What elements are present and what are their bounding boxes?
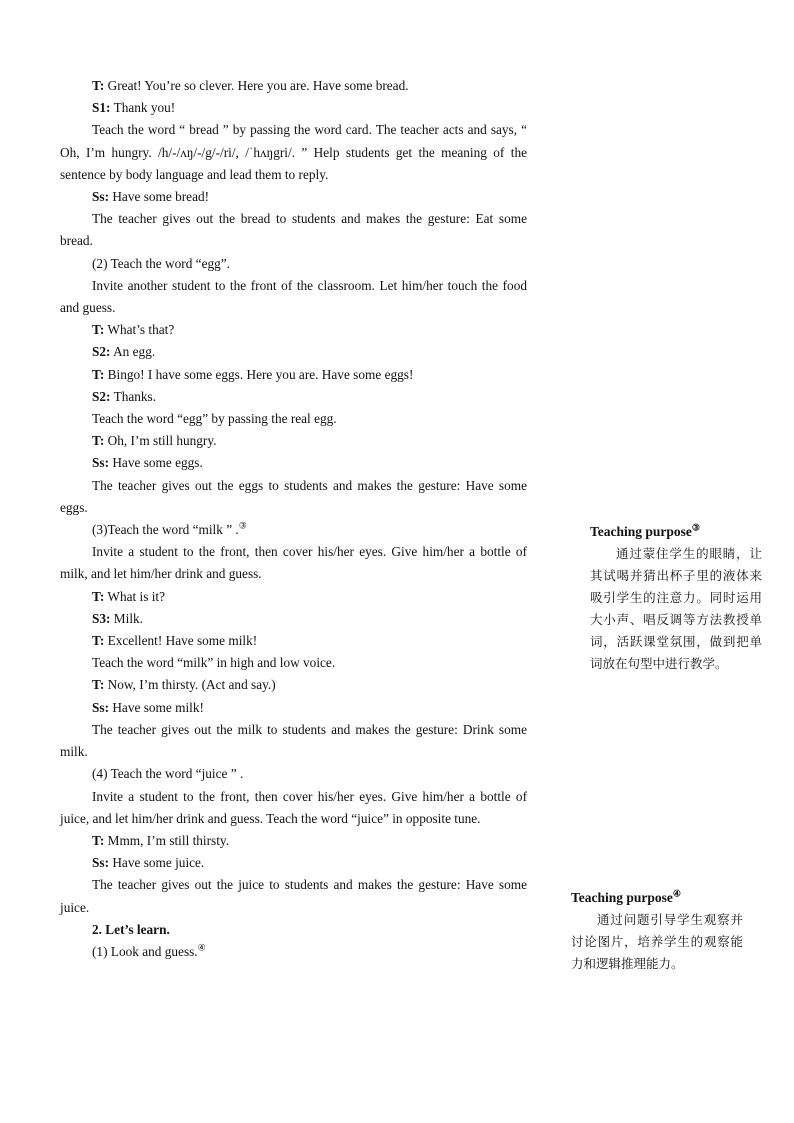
footnote-mark: ④ — [672, 888, 681, 899]
speaker-label: Ss: — [92, 699, 109, 715]
line-text: What is it? — [104, 588, 165, 604]
dialogue-line — [60, 608, 527, 630]
speaker-label: S2: — [92, 388, 111, 404]
instruction-paragraph: Invite another student to the front of the classroom. Let him/her touch the food and guess. — [60, 277, 527, 316]
speaker-label: T: — [92, 78, 105, 93]
speaker-label: Ss: — [92, 455, 109, 471]
speaker-label: T: — [92, 832, 105, 848]
dialogue-line — [60, 341, 527, 363]
dialogue-line — [60, 386, 527, 408]
line-text: Excellent! Have some milk! — [104, 633, 258, 649]
dialogue-line — [60, 452, 527, 474]
speaker-label: T: — [92, 588, 105, 604]
note-title-text: Teaching purpose — [590, 524, 692, 539]
line-text: An egg. — [110, 344, 156, 360]
dialogue-line — [60, 364, 527, 386]
speaker-label: T: — [92, 633, 105, 649]
instruction-paragraph: The teacher gives out the bread to students and makes the gesture: Eat some bread. — [60, 211, 527, 249]
dialogue-line — [60, 430, 527, 452]
instruction-paragraph: The teacher gives out the milk to students and makes the gesture: Drink some milk. — [60, 721, 527, 760]
dialogue-line — [60, 586, 527, 608]
line-text: Have some milk! — [109, 699, 204, 715]
speaker-label: T: — [92, 433, 105, 449]
note-title — [571, 887, 743, 909]
dialogue-line — [60, 697, 527, 719]
footnote-mark: ④ — [197, 942, 206, 953]
step-title: (4) Teach the word “juice ” . — [92, 766, 244, 782]
footnote-mark: ③ — [238, 520, 247, 531]
line-text: Bingo! I have some eggs. Here you are. Have some eggs! — [104, 366, 414, 382]
footnote-mark: ③ — [691, 522, 700, 533]
dialogue-line — [60, 97, 527, 119]
step-title — [60, 941, 527, 963]
dialogue-line — [60, 186, 527, 208]
instruction-paragraph: Invite a student to the front, then cover his/her eyes. Give him/her a bottle of milk, and let him/her drink and guess. — [60, 544, 527, 582]
line-text: Great! You’re so clever. Here you are. Have some bread. — [104, 78, 409, 93]
line-text: Thank you! — [110, 100, 176, 116]
line-text: Oh, I’m still hungry. — [104, 433, 217, 449]
speaker-label: Ss: — [92, 189, 109, 205]
instruction-paragraph: The teacher gives out the eggs to students and makes the gesture: Have some eggs. — [60, 477, 527, 515]
teaching-purpose-note — [590, 521, 762, 675]
dialogue-line — [60, 75, 527, 97]
instruction-paragraph: Teach the word “egg” by passing the real egg. — [92, 411, 337, 427]
dialogue-line — [60, 830, 527, 852]
line-text: Have some bread! — [109, 189, 210, 205]
dialogue-line — [60, 852, 527, 874]
speaker-label: S1: — [92, 100, 111, 116]
speaker-label: T: — [92, 677, 105, 693]
speaker-label: T: — [92, 322, 105, 338]
note-title-text: Teaching purpose — [571, 890, 673, 905]
line-text: Have some eggs. — [109, 455, 203, 471]
line-text: Milk. — [110, 610, 143, 626]
line-text: Now, I’m thirsty. (Act and say.) — [104, 677, 276, 693]
step-title-text: (3)Teach the word “milk ” . — [92, 522, 239, 538]
note-body: 通过蒙住学生的眼睛，让其试喝并猜出杯子里的液体来吸引学生的注意力。同时运用大小声、唱反调等方法教授单词，活跃课堂氛围，做到把单词放在句型中进行教学。 — [590, 546, 762, 671]
speaker-label: Ss: — [92, 855, 109, 871]
teaching-purpose-note — [571, 887, 743, 975]
line-text: What’s that? — [104, 322, 175, 338]
speaker-label: S3: — [92, 610, 111, 626]
speaker-label: S2: — [92, 344, 111, 360]
instruction-paragraph: Teach the word “ bread ” by passing the word card. The teacher acts and says, “ Oh, I’m hungry. /h/-/ʌŋ/-/g/-/ri/, /ˈhʌŋgri/. ” Help students get the meaning of the sentence by body language and lead them to reply. — [60, 122, 527, 182]
instruction-paragraph: Invite a student to the front, then cover his/her eyes. Give him/her a bottle of juice, and let him/her drink and guess. Teach the word “juice” in opposite tune. — [60, 788, 527, 826]
instruction-paragraph: The teacher gives out the juice to students and makes the gesture: Have some juice. — [60, 877, 527, 915]
note-body: 通过问题引导学生观察并讨论图片，培养学生的观察能力和逻辑推理能力。 — [571, 912, 743, 971]
step-title-text: (1) Look and guess. — [92, 943, 198, 959]
section-heading: 2. Let’s learn. — [92, 921, 170, 937]
instruction-paragraph: Teach the word “milk” in high and low voice. — [92, 655, 336, 671]
line-text: Thanks. — [110, 388, 157, 404]
line-text: Have some juice. — [109, 855, 205, 871]
lesson-body — [60, 75, 527, 963]
dialogue-line — [60, 630, 527, 652]
step-title: (2) Teach the word “egg”. — [92, 255, 231, 271]
line-text: Mmm, I’m still thirsty. — [104, 832, 230, 848]
dialogue-line — [60, 319, 527, 341]
dialogue-line — [60, 674, 527, 696]
step-title — [60, 519, 527, 541]
note-title — [590, 521, 762, 543]
speaker-label: T: — [92, 366, 105, 382]
